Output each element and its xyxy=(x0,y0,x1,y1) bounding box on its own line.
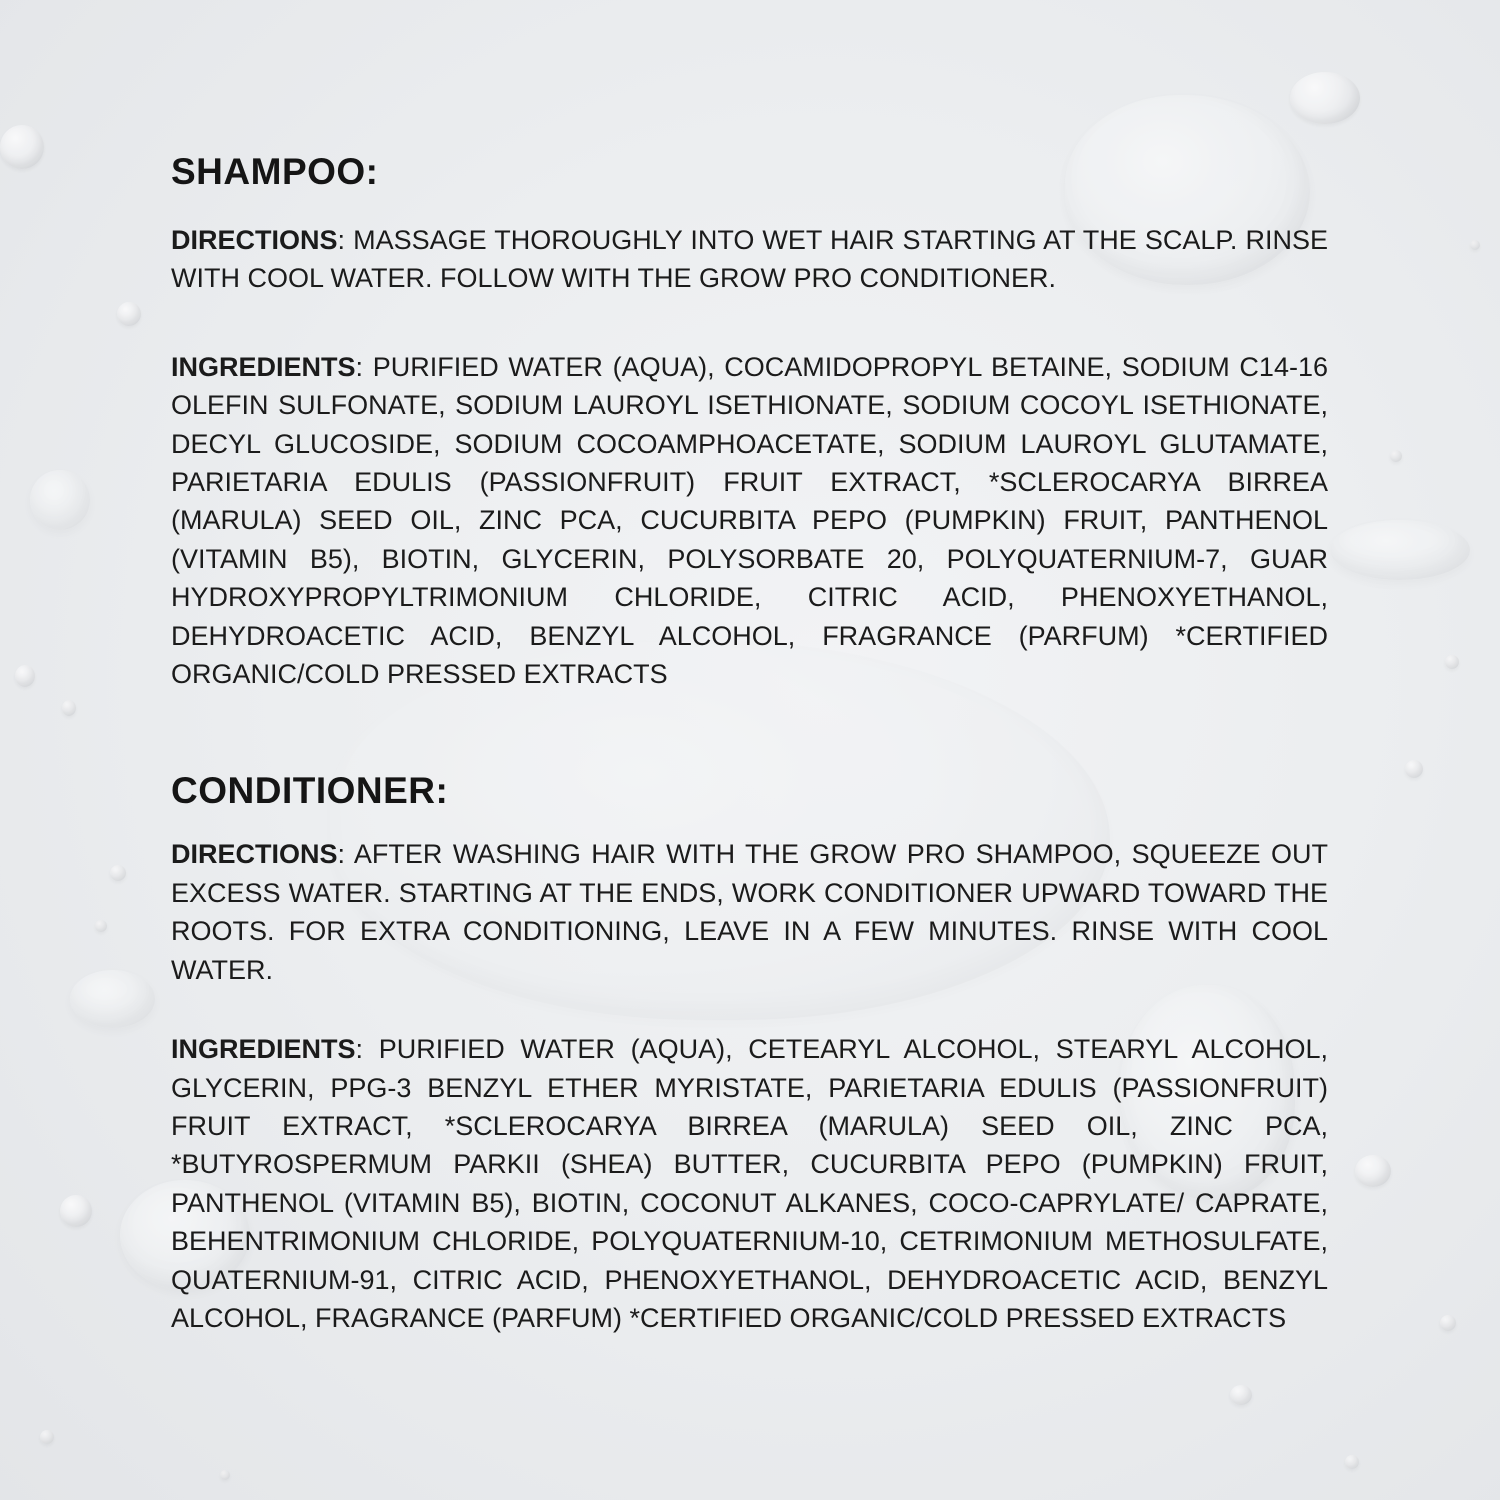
ingredients-label: INGREDIENTS xyxy=(171,351,356,382)
directions-text: : MASSAGE THOROUGHLY INTO WET HAIR STARTING AT THE SCALP. RINSE WITH COOL WATER. FOLLOW WITH THE GROW PRO CONDITIONER. xyxy=(171,225,1328,294)
ingredients-label: INGREDIENTS xyxy=(171,1034,356,1065)
water-drop xyxy=(95,920,107,932)
directions-label: DIRECTIONS xyxy=(171,225,338,255)
spacer xyxy=(171,989,1328,1030)
directions-text: : AFTER WASHING HAIR WITH THE GROW PRO SHAMPOO, SQUEEZE OUT EXCESS WATER. STARTING AT THE ENDS, WORK CONDITIONER UPWARD TOWARD THE ROOTS. FOR EXTRA CONDITIONING, LEAVE IN A FEW MINUTES. RINSE WITH COOL WATER. xyxy=(171,839,1328,985)
water-drop xyxy=(1470,240,1480,250)
water-drop xyxy=(1345,1455,1359,1469)
water-drop xyxy=(1230,1385,1252,1405)
large-water-blob xyxy=(30,470,90,530)
water-drop xyxy=(15,665,35,687)
conditioner-directions xyxy=(171,835,1328,989)
water-drop xyxy=(1390,450,1402,462)
directions-label: DIRECTIONS xyxy=(171,839,338,870)
water-drop xyxy=(117,302,141,326)
water-drop xyxy=(40,1430,54,1444)
large-water-blob xyxy=(70,970,155,1028)
shampoo-directions xyxy=(171,221,1328,298)
ingredients-text: : PURIFIED WATER (AQUA), CETEARYL ALCOHOL, STEARYL ALCOHOL, GLYCERIN, PPG-3 BENZYL ETHER MYRISTATE, PARIETARIA EDULIS (PASSIONFRUIT) FRUIT EXTRACT, *SCLEROCARYA BIRREA (MARULA) SEED OIL, ZINC PCA, *BUTYROSPERMUM PARKII (SHEA) BUTTER, CUCURBITA PEPO (PUMPKIN) FRUIT, PANTHENOL (VITAMIN B5), BIOTIN, COCONUT ALKANES, COCO-CAPRYLATE/ CAPRATE, BEHENTRIMONIUM CHLORIDE, POLYQUATERNIUM-10, CETRIMONIUM METHOSULFATE, QUATERNIUM-91, CITRIC ACID, PHENOXYETHANOL, DEHYDROACETIC ACID, BENZYL ALCOHOL, FRAGRANCE (PARFUM) *CERTIFIED ORGANIC/COLD PRESSED EXTRACTS xyxy=(171,1034,1328,1333)
water-drop xyxy=(62,700,76,716)
shampoo-ingredients xyxy=(171,348,1328,694)
conditioner-heading: CONDITIONER: xyxy=(171,770,449,812)
shampoo-heading: SHAMPOO: xyxy=(171,151,379,192)
product-info-panel xyxy=(171,152,1328,1337)
conditioner-ingredients xyxy=(171,1030,1328,1337)
water-drop xyxy=(1445,655,1459,669)
large-water-blob xyxy=(1330,520,1470,580)
water-drop xyxy=(0,125,44,169)
water-drop xyxy=(1405,760,1423,778)
water-drop xyxy=(1440,1315,1456,1331)
water-drop xyxy=(1290,72,1360,124)
water-drop xyxy=(220,1470,230,1480)
water-drop xyxy=(60,1195,92,1227)
ingredients-text: : PURIFIED WATER (AQUA), COCAMIDOPROPYL BETAINE, SODIUM C14-16 OLEFIN SULFONATE, SODIUM LAUROYL ISETHIONATE, SODIUM COCOYL ISETHIONATE, DECYL GLUCOSIDE, SODIUM COCOAMPHOACETATE, SODIUM LAUROYL GLUTAMATE, PARIETARIA EDULIS (PASSIONFRUIT) FRUIT EXTRACT, *SCLEROCARYA BIRREA (MARULA) SEED OIL, ZINC PCA, CUCURBITA PEPO (PUMPKIN) FRUIT, PANTHENOL (VITAMIN B5), BIOTIN, GLYCERIN, POLYSORBATE 20, POLYQUATERNIUM-7, GUAR HYDROXYPROPYLTRIMONIUM CHLORIDE, CITRIC ACID, PHENOXYETHANOL, DEHYDROACETIC ACID, BENZYL ALCOHOL, FRAGRANCE (PARFUM) *CERTIFIED ORGANIC/COLD PRESSED EXTRACTS xyxy=(171,351,1328,690)
water-drop xyxy=(110,865,126,881)
spacer xyxy=(171,298,1328,348)
water-drop xyxy=(1355,1155,1391,1187)
